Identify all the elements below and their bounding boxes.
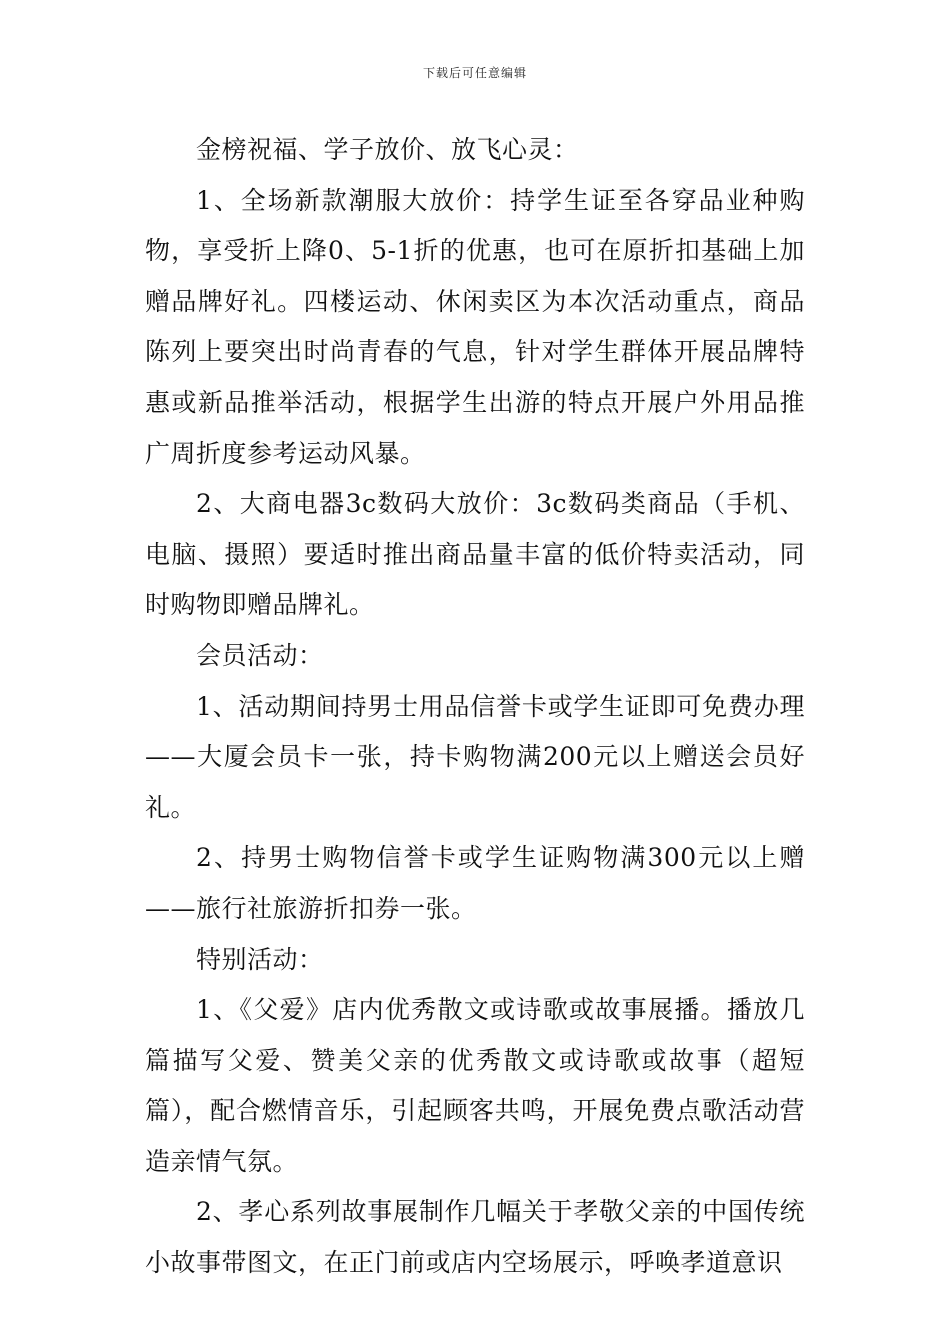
paragraph-electronics-sale: 2、大商电器3c数码大放价：3c数码类商品（手机、电脑、摄照）要适时推出商品量丰富的低价特卖活动，同时购物即赠品牌礼。 [145,489,805,620]
page-header-note: 下载后可任意编辑 [422,66,527,80]
document-body [145,125,805,1289]
section-heading-graduation: 金榜祝福、学子放价、放飞心灵： [196,135,579,164]
paragraph-filial-stories: 2、孝心系列故事展制作几幅关于孝敬父亲的中国传统小故事带图文，在正门前或店内空场展示，呼唤孝道意识 [145,1197,805,1278]
paragraph-member-card: 1、活动期间持男士用品信誉卡或学生证即可免费办理——大厦会员卡一张，持卡购物满200元以上赠送会员好礼。 [145,691,805,822]
paragraph-father-love: 1、《父爱》店内优秀散文或诗歌或故事展播。播放几篇描写父爱、赞美父亲的优秀散文或诗歌或故事（超短篇），配合燃情音乐，引起顾客共鸣，开展免费点歌活动营造亲情气氛。 [145,995,805,1176]
section-heading-member: 会员活动： [196,640,324,670]
paragraph-fashion-sale: 1、全场新款潮服大放价：持学生证至各穿品业种购物，享受折上降0、5-1折的优惠，也可在原折扣基础上加赠品牌好礼。四楼运动、休闲卖区为本次活动重点，商品陈列上要突出时尚青春的气息，针对学生群体开展品牌特惠或新品推举活动，根据学生出游的特点开展户外用品推广周折度参考运动风暴。 [145,185,805,468]
paragraph-travel-coupon: 2、持男士购物信誉卡或学生证购物满300元以上赠——旅行社旅游折扣券一张。 [145,843,805,923]
section-heading-special: 特别活动： [196,944,324,974]
